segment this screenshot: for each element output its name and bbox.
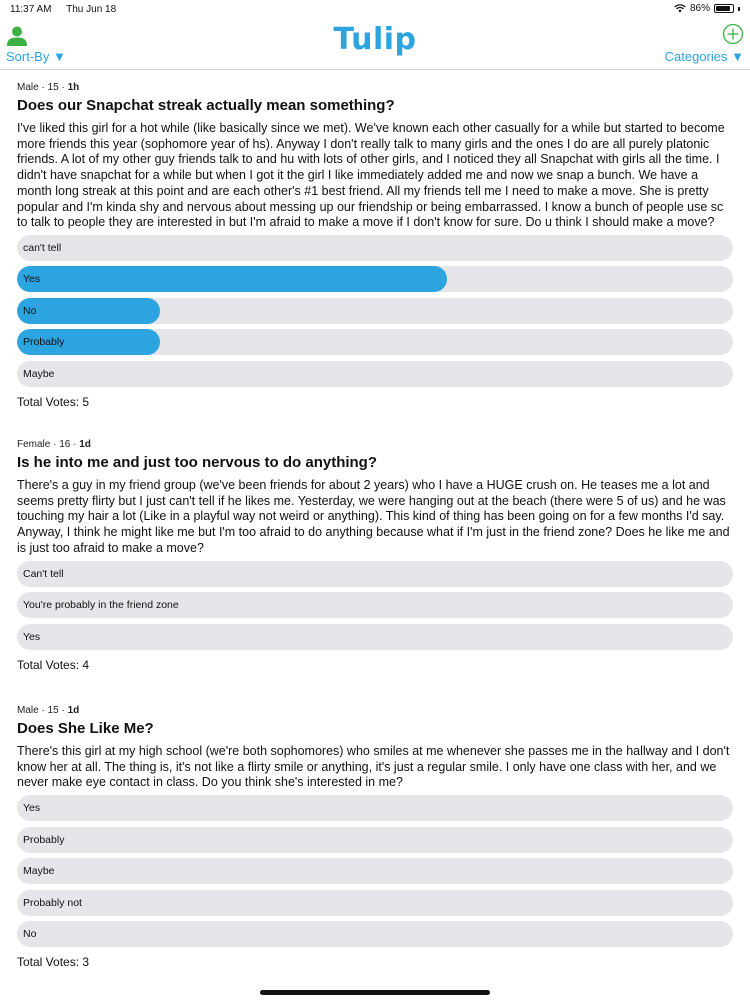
home-indicator[interactable] [260,990,490,995]
post-body: I've liked this girl for a hot while (like basically since we met). We've known each other casually for a while but started to become more friends this year (sophomore year of hs). Anyway I don't really talk to many girls and the ones I do are all purely platonic friends. A lot of my other guy friends talk to and hu with lots of other girls, and I noticed they all Snapchat with girls all the time. I didn't have snapchat for a while but when I got it the girl I like immediately added me and now we snap a bunch. We have a month long streak at this point and are each other's #1 best friend. All my friends tell me I need to make a move. She is pretty popular and I'm kinda shy and nervous about messing up our friendship or being embarrassed. I know a bunch of people use sc to talk to people they are interested in but I'm afraid to make a move if I don't know for sure. Do u think I should make a move? [17,121,725,230]
poll-option-label: No [23,928,37,941]
sort-by-button[interactable]: Sort-By ▼ [6,49,66,64]
poll-option-label: Yes [23,630,41,643]
poll-option[interactable] [17,890,733,916]
poll-option[interactable] [17,298,733,324]
post-card [17,82,733,409]
poll-option[interactable] [17,561,733,587]
poll-options [17,795,733,947]
status-right [674,3,740,14]
battery-icon [714,4,734,13]
poll-options [17,235,733,387]
status-date: Thu Jun 18 [66,4,117,15]
poll-option[interactable] [17,266,733,292]
poll-option[interactable] [17,827,733,853]
status-time: 11:37 AM [10,4,52,15]
poll-option-label: Yes [23,802,41,815]
poll-option[interactable] [17,235,733,261]
post-body: There's a guy in my friend group (we've been friends for about 2 years) who I have a HUGE crush on. He teases me a lot and seems pretty flirty but I just can't tell if he likes me. Yesterday, we were hanging out at the beach (there were 5 of us) and he was touching my hair a lot (Like in a playful way not weird or anything). This kind of thing has been going on for a few months I'd say. Anyway, I think he might like me but I'm too afraid to do anything because what if I'm just in the friend zone? Does he like me and is just too afraid to make a move? [17,478,730,555]
post-author-info: Female · 16 · [17,439,80,450]
poll-option-label: No [23,304,37,317]
poll-option[interactable] [17,795,733,821]
poll-option-label: You're probably in the friend zone [23,599,179,612]
poll-option[interactable] [17,361,733,387]
total-votes: Total Votes: 3 [17,955,90,970]
poll-option[interactable] [17,592,733,618]
post-age: 1d [79,439,91,450]
post-title[interactable]: Is he into me and just too nervous to do anything? [17,454,378,471]
poll-option-label: Probably [23,833,65,846]
total-votes: Total Votes: 4 [17,657,90,672]
poll-option-label: Maybe [23,865,55,878]
post-card [17,705,733,969]
post-meta [17,439,733,450]
battery-tip [738,7,740,11]
poll-options [17,561,733,650]
poll-option-label: can't tell [23,241,62,254]
poll-option-label: Probably [23,336,65,349]
poll-option-label: Probably not [23,896,82,909]
post-title[interactable]: Does She Like Me? [17,720,154,737]
post-body: There's this girl at my high school (we're both sophomores) who smiles at me whenever she passes me in the hallway and I don't know her at all. The thing is, it's not like a flirty smile or anything, it's just a regular smile. I only have one class with her, and we never make eye contact in class. Do you think she's interested in me? [17,744,730,790]
total-votes: Total Votes: 5 [17,394,90,409]
post-author-info: Male · 15 · [17,705,68,716]
nav-bar [0,20,750,70]
poll-option-label: Maybe [23,367,55,380]
status-left [10,4,128,15]
post-meta [17,705,733,716]
poll-option[interactable] [17,921,733,947]
poll-option-fill [17,266,447,292]
poll-option-fill [17,298,160,324]
battery-fill [716,6,730,11]
post-title[interactable]: Does our Snapchat streak actually mean something? [17,97,395,114]
post-card [17,439,733,672]
poll-option-label: Can't tell [23,567,64,580]
poll-option[interactable] [17,329,733,355]
app-title: Tulip [333,22,417,57]
wifi-icon [674,4,686,13]
battery-percent: 86% [689,3,710,14]
poll-option[interactable] [17,624,733,650]
post-meta [17,82,733,93]
post-age: 1h [67,82,80,93]
status-bar [0,0,750,20]
categories-button[interactable]: Categories ▼ [664,49,744,64]
post-author-info: Male · 15 · [17,82,68,93]
post-age: 1d [67,705,80,716]
poll-option[interactable] [17,858,733,884]
poll-option-label: Yes [23,273,41,286]
add-post-icon[interactable] [722,23,744,45]
